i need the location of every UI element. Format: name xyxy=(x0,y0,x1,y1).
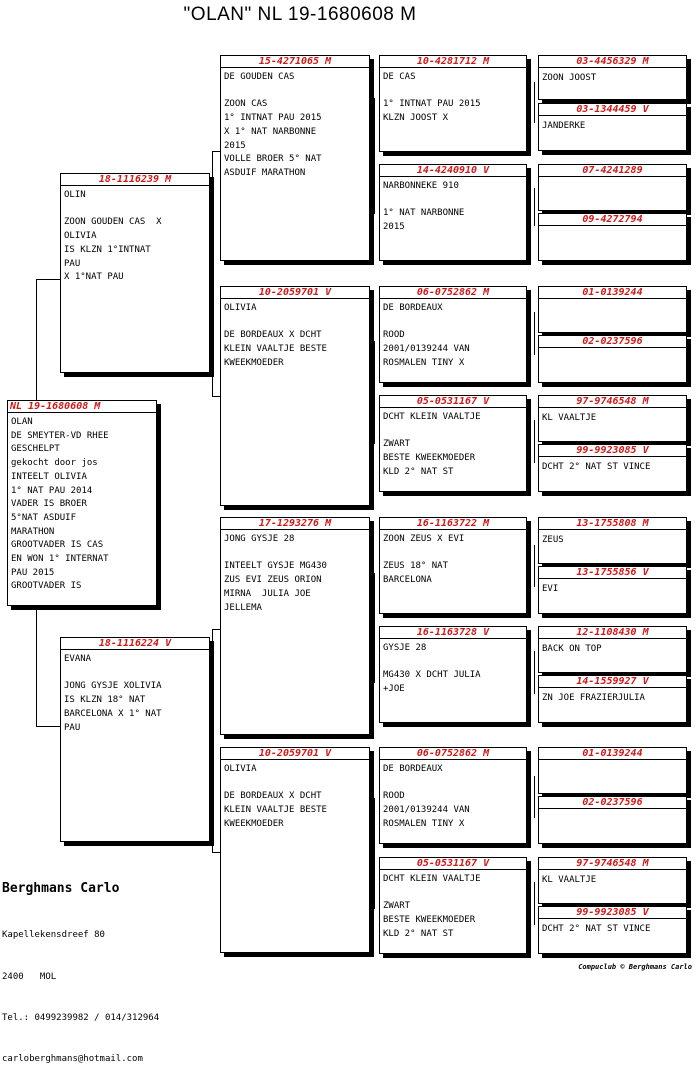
pigeon-info: JONG GYSJE XOLIVIA IS KLZN 18° NAT BARCELONA X 1° NAT PAU xyxy=(64,681,162,733)
pigeon-info: DE BORDEAUX X DCHT KLEIN VAALTJE BESTE KWEEKMOEDER xyxy=(224,791,327,829)
connector-line xyxy=(212,396,220,397)
pigeon-name: JANDERKE xyxy=(542,121,586,131)
pigeon-name: NARBONNEKE 910 xyxy=(383,181,459,191)
pigeon-card-sire[interactable] xyxy=(60,173,210,373)
pigeon-card-gen3[interactable] xyxy=(379,286,527,383)
ring-number: 18-1116224 V xyxy=(61,638,209,650)
owner-name: Berghmans Carlo xyxy=(2,881,120,896)
connector-line xyxy=(36,726,60,727)
pigeon-card-gen3[interactable] xyxy=(379,55,527,152)
pigeon-info: 1° NAT NARBONNE 2015 xyxy=(383,208,465,233)
page-title: "OLAN" NL 19-1680608 M xyxy=(183,4,417,25)
pigeon-name: ZN JOE FRAZIERJULIA xyxy=(542,693,645,703)
ring-number: 99-9923085 V xyxy=(539,445,686,457)
pigeon-card-gen2[interactable] xyxy=(220,55,370,261)
ring-number: 07-4241289 xyxy=(539,165,686,177)
pigeon-card-gen4[interactable] xyxy=(538,103,687,151)
connector-line xyxy=(212,629,220,630)
pigeon-name: DE BORDEAUX xyxy=(383,303,443,313)
connector-line xyxy=(36,279,60,280)
ring-number: 16-1163728 V xyxy=(380,627,526,639)
connector-line xyxy=(374,341,375,444)
ring-number: 06-0752862 M xyxy=(380,748,526,760)
connector-line xyxy=(212,852,220,853)
pigeon-name: GYSJE 28 xyxy=(383,643,427,653)
pigeon-info: INTEELT GYSJE MG430 ZUS EVI ZEUS ORION MIRNA JULIA JOE JELLEMA xyxy=(224,561,327,613)
ring-number: 02-0237596 xyxy=(539,336,686,348)
pigeon-name: KL VAALTJE xyxy=(542,413,597,423)
pigeon-info: ZOON GOUDEN CAS X OLIVIA IS KLZN 1°INTNAT PAU X 1°NAT PAU xyxy=(64,217,162,283)
pigeon-card-dam[interactable] xyxy=(60,637,210,842)
pigeon-name: DCHT 2° NAT ST VINCE xyxy=(542,462,651,472)
ring-number: 14-1559927 V xyxy=(539,676,686,688)
connector-line xyxy=(212,629,213,852)
pigeon-card-gen2[interactable] xyxy=(220,747,370,953)
ring-number: 05-0531167 V xyxy=(380,396,526,408)
ring-number: 01-0139244 xyxy=(539,287,686,299)
pigeon-card-gen4[interactable] xyxy=(538,566,687,614)
ring-number: 16-1163722 M xyxy=(380,518,526,530)
ring-number: 97-9746548 M xyxy=(539,858,686,870)
connector-line xyxy=(374,798,375,909)
pigeon-name: DE CAS xyxy=(383,72,416,82)
owner-city: 2400 MOL xyxy=(2,971,57,982)
connector-line xyxy=(534,651,535,694)
connector-line xyxy=(534,188,535,226)
ring-number: 10-4281712 M xyxy=(380,56,526,68)
pigeon-name: KL VAALTJE xyxy=(542,875,597,885)
ring-number: 03-4456329 M xyxy=(539,56,686,68)
pigeon-card-gen4[interactable] xyxy=(538,164,687,211)
pigeon-card-gen4[interactable] xyxy=(538,335,687,383)
connector-line xyxy=(534,420,535,463)
pigeon-card-gen4[interactable] xyxy=(538,857,687,904)
pigeon-card-gen3[interactable] xyxy=(379,857,527,954)
pigeon-card-gen4[interactable] xyxy=(538,906,687,954)
ring-number: 02-0237596 xyxy=(539,797,686,809)
connector-line xyxy=(212,151,213,396)
ring-number: 09-4272794 xyxy=(539,214,686,226)
connector-line xyxy=(534,882,535,925)
connector-line xyxy=(36,606,37,726)
pigeon-card-gen2[interactable] xyxy=(220,286,370,506)
pigeon-info: ZWART BESTE KWEEKMOEDER KLD 2° NAT ST xyxy=(383,439,476,477)
pigeon-info: ZWART BESTE KWEEKMOEDER KLD 2° NAT ST xyxy=(383,901,476,939)
ring-number: NL 19-1680608 M xyxy=(8,401,156,413)
pigeon-name: OLIVIA xyxy=(224,764,257,774)
ring-number: 13-1755856 V xyxy=(539,567,686,579)
pigeon-name: JONG GYSJE 28 xyxy=(224,534,295,544)
connector-line xyxy=(534,545,535,587)
pigeon-card-gen4[interactable] xyxy=(538,517,687,564)
ring-number: 99-9923085 V xyxy=(539,907,686,919)
pigeon-card-gen3[interactable] xyxy=(379,626,527,723)
ring-number: 10-2059701 V xyxy=(221,287,369,299)
pigeon-card-gen4[interactable] xyxy=(538,55,687,100)
ring-number: 10-2059701 V xyxy=(221,748,369,760)
pigeon-name: DCHT KLEIN VAALTJE xyxy=(383,412,481,422)
pigeon-info: DE SMEYTER-VD RHEE GESCHELPT gekocht door jos INTEELT OLIVIA 1° NAT PAU 2014 VADER IS BROER 5°NAT ASDUIF MARATHON GROOTVADER IS CAS EN WON 1° INTERNAT PAU 2015 GROOTVADER IS xyxy=(11,430,109,592)
pigeon-name: DE BORDEAUX xyxy=(383,764,443,774)
pigeon-info: ROOD 2001/0139244 VAN ROSMALEN TINY X xyxy=(383,791,470,829)
pigeon-name: ZEUS xyxy=(542,535,564,545)
pigeon-card-gen3[interactable] xyxy=(379,395,527,492)
pigeon-card-gen4[interactable] xyxy=(538,286,687,333)
ring-number: 12-1108430 M xyxy=(539,627,686,639)
connector-line xyxy=(534,82,535,123)
pigeon-info: ZOON CAS 1° INTNAT PAU 2015 X 1° NAT NARBONNE 2015 VOLLE BROER 5° NAT ASDUIF MARATHON xyxy=(224,99,322,178)
pigeon-card-gen4[interactable] xyxy=(538,747,687,794)
connector-line xyxy=(374,573,375,683)
connector-line xyxy=(212,151,220,152)
connector-line xyxy=(374,98,375,214)
pigeon-card-gen4[interactable] xyxy=(538,213,687,261)
pigeon-name: OLAN xyxy=(11,417,33,427)
pigeon-name: ZOON ZEUS X EVI xyxy=(383,534,465,544)
pigeon-name: OLIVIA xyxy=(224,303,257,313)
pigeon-card-gen4[interactable] xyxy=(538,444,687,492)
owner-email: carloberghmans@hotmail.com xyxy=(2,1053,143,1064)
ring-number: 97-9746548 M xyxy=(539,396,686,408)
pigeon-name: DCHT KLEIN VAALTJE xyxy=(383,874,481,884)
ring-number: 17-1293276 M xyxy=(221,518,369,530)
pigeon-name: DCHT 2° NAT ST VINCE xyxy=(542,924,651,934)
pigeon-card-gen2[interactable] xyxy=(220,517,370,735)
pigeon-name: ZOON JOOST xyxy=(542,73,597,83)
pigeon-card-gen3[interactable] xyxy=(379,164,527,261)
footer-credit: Compuclub © Berghmans Carlo xyxy=(578,963,692,971)
connector-line xyxy=(534,776,535,818)
pigeon-name: EVI xyxy=(542,584,559,594)
pigeon-card-root[interactable] xyxy=(7,400,157,606)
pigeon-name: OLIN xyxy=(64,190,86,200)
ring-number: 18-1116239 M xyxy=(61,174,209,186)
pigeon-name: DE GOUDEN CAS xyxy=(224,72,295,82)
pigeon-card-gen3[interactable] xyxy=(379,517,527,614)
pigeon-info: 1° INTNAT PAU 2015 KLZN JOOST X xyxy=(383,99,481,124)
pigeon-card-gen3[interactable] xyxy=(379,747,527,844)
ring-number: 06-0752862 M xyxy=(380,287,526,299)
ring-number: 15-4271065 M xyxy=(221,56,369,68)
pigeon-info: DE BORDEAUX X DCHT KLEIN VAALTJE BESTE KWEEKMOEDER xyxy=(224,330,327,368)
ring-number: 14-4240910 V xyxy=(380,165,526,177)
owner-contact xyxy=(2,902,159,1080)
ring-number: 01-0139244 xyxy=(539,748,686,760)
pigeon-card-gen4[interactable] xyxy=(538,796,687,844)
pigeon-name: BACK ON TOP xyxy=(542,644,602,654)
pigeon-card-gen4[interactable] xyxy=(538,626,687,673)
pigeon-info: ZEUS 18° NAT BARCELONA xyxy=(383,561,449,586)
pigeon-info: ROOD 2001/0139244 VAN ROSMALEN TINY X xyxy=(383,330,470,368)
pigeon-info: MG430 X DCHT JULIA +JOE xyxy=(383,670,481,695)
pigeon-name: EVANA xyxy=(64,654,92,664)
connector-line xyxy=(36,279,37,400)
owner-phone: Tel.: 0499239982 / 014/312964 xyxy=(2,1012,160,1023)
owner-address: Kapellekensdreef 80 xyxy=(2,930,105,941)
ring-number: 13-1755808 M xyxy=(539,518,686,530)
ring-number: 03-1344459 V xyxy=(539,104,686,116)
connector-line xyxy=(534,312,535,355)
ring-number: 05-0531167 V xyxy=(380,858,526,870)
pigeon-card-gen4[interactable] xyxy=(538,395,687,442)
pigeon-card-gen4[interactable] xyxy=(538,675,687,723)
